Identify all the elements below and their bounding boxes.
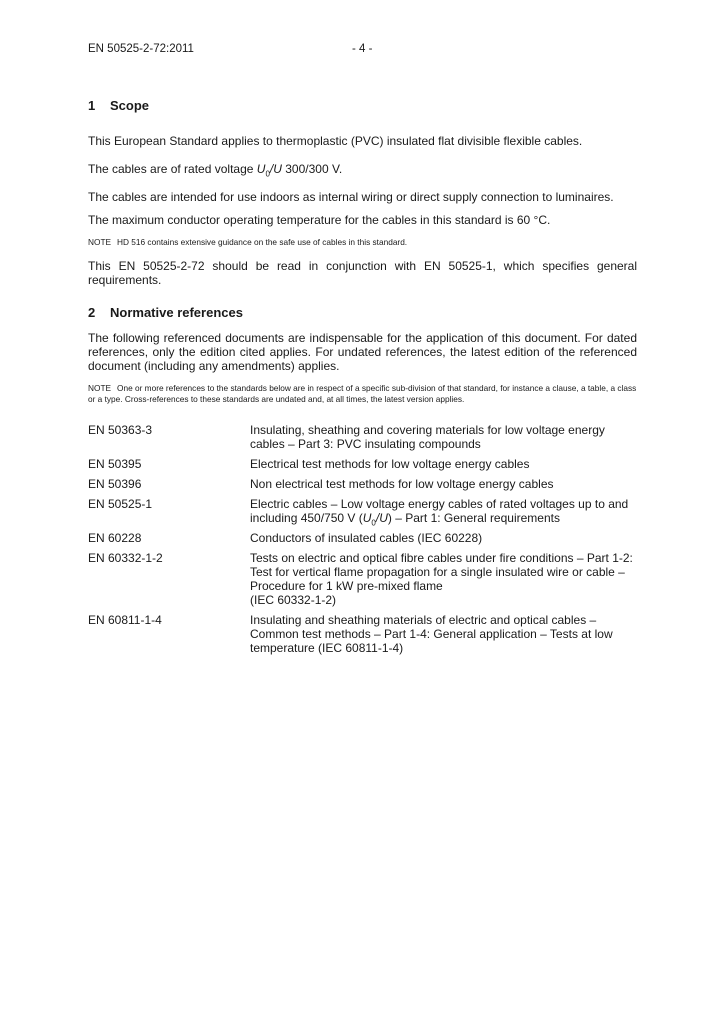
page-header	[88, 43, 636, 59]
reference-title: Insulating, sheathing and covering materials for low voltage energy cables – Part 3: PVC insulating compounds	[250, 423, 605, 451]
note-label: NOTE	[88, 383, 112, 393]
scope-paragraph-5: This EN 50525-2-72 should be read in conjunction with EN 50525-1, which specifies general requirements.	[88, 259, 637, 287]
section-title: Normative references	[110, 305, 243, 320]
reference-title: Electrical test methods for low voltage energy cables	[250, 457, 530, 471]
reference-code: EN 50525-1	[88, 497, 153, 511]
reference-code: EN 60811-1-4	[88, 613, 162, 627]
reference-code: EN 60332-1-2	[88, 551, 163, 565]
reference-row	[88, 531, 637, 545]
note-text: HD 516 contains extensive guidance on the safe use of cables in this standard.	[117, 237, 408, 247]
note-text: One or more references to the standards below are in respect of a specific sub-division of that standard, for instance a clause, a table, a class or a type. Cross-references to these standards are undated and, at all times, the latest version applies.	[88, 383, 637, 404]
references-intro-paragraph: The following referenced documents are indispensable for the application of this document. For dated references, only the edition cited applies. For undated references, the latest edition of the referenced document (including any amendments) applies.	[88, 331, 637, 373]
reference-title: Conductors of insulated cables (IEC 60228)	[250, 531, 483, 545]
document-id: EN 50525-2-72:2011	[88, 43, 194, 55]
note-label: NOTE	[88, 237, 112, 247]
page-number: - 4 -	[352, 43, 373, 55]
reference-code: EN 50363-3	[88, 423, 153, 437]
reference-title: Non electrical test methods for low voltage energy cables	[250, 477, 554, 491]
section-heading-scope	[88, 98, 637, 114]
scope-paragraph-2: The cables are of rated voltage $U_0/U$ 300/300 V.	[88, 162, 343, 179]
reference-row	[88, 613, 637, 655]
scope-paragraph-1: This European Standard applies to thermoplastic (PVC) insulated flat divisible flexible cables.	[88, 134, 583, 148]
section-number: 1	[88, 98, 96, 113]
scope-note	[88, 237, 637, 248]
references-note	[88, 383, 637, 405]
reference-row	[88, 477, 637, 491]
reference-row	[88, 423, 637, 451]
reference-code: EN 50395	[88, 457, 142, 471]
section-number: 2	[88, 305, 96, 320]
reference-title: Tests on electric and optical fibre cables under fire conditions – Part 1-2: Test for vertical flame propagation for a single insulated wire or cable – Procedure for 1 kW pre-mixed flame (IEC 60332-1-2)	[250, 551, 633, 607]
reference-list	[88, 423, 637, 655]
reference-row	[88, 457, 637, 471]
reference-code: EN 50396	[88, 477, 142, 491]
scope-paragraph-4: The maximum conductor operating temperature for the cables in this standard is 60 °C.	[88, 213, 551, 227]
reference-row	[88, 497, 637, 528]
reference-title: Insulating and sheathing materials of electric and optical cables – Common test methods – Part 1-4: General application – Tests at low temperature (IEC 60811-1-4)	[250, 613, 613, 655]
scope-paragraph-3: The cables are intended for use indoors as internal wiring or direct supply connection to luminaires.	[88, 190, 614, 204]
section-title: Scope	[110, 98, 150, 113]
reference-code: EN 60228	[88, 531, 142, 545]
page-content	[88, 98, 637, 655]
reference-row	[88, 551, 637, 607]
section-heading-normative-references	[88, 305, 637, 321]
reference-title: Electric cables – Low voltage energy cables of rated voltages up to and including 450/750 V $(U_0/U)$ – Part 1: General requirements	[250, 497, 629, 528]
